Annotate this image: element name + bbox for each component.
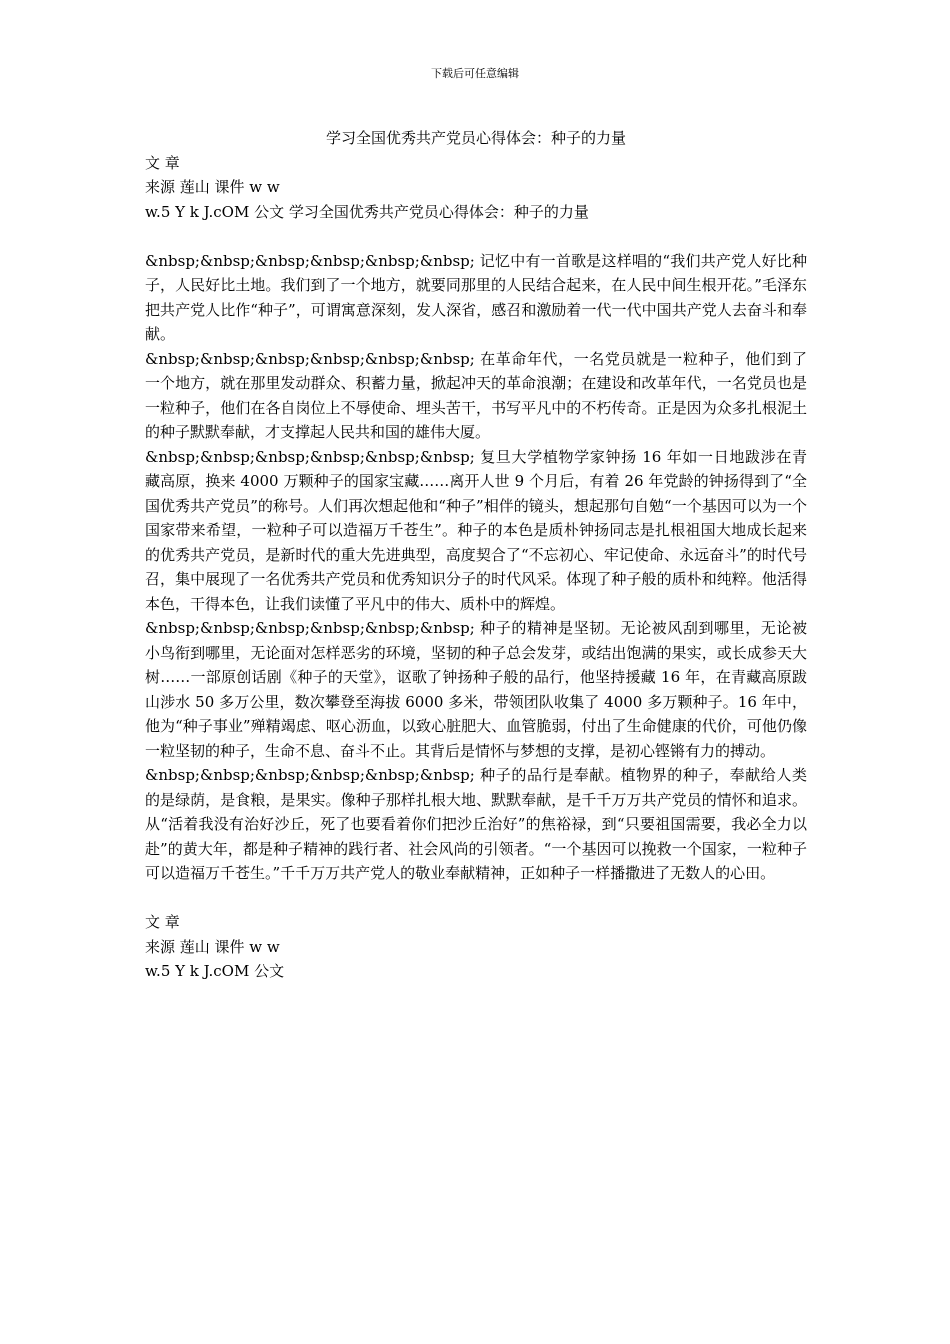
footer-source-line-3: w.5 Y k J.cOM 公文 bbox=[145, 962, 285, 980]
footer-source-line-1: 文 章 bbox=[145, 913, 180, 931]
paragraph-3: &nbsp;&nbsp;&nbsp;&nbsp;&nbsp;&nbsp; 复旦大学植物学家钟扬 16 年如一日地跋涉在青藏高原，换来 4000 万颗种子的国家宝藏……离开人世 9 个月后，有着 26 年党龄的钟扬得到了“全国优秀共产党员”的称号。人们再次想起他和“种子”相伴的镜头，想起那句自勉“一个基因可以为一个国家带来希望，一粒种子可以造福万千苍生”。种子的本色是质朴钟扬同志是扎根祖国大地成长起来的优秀共产党员，是新时代的重大先进典型，高度契合了“不忘初心、牢记使命、永远奋斗”的时代号召，集中展现了一名优秀共产党员和优秀知识分子的时代风采。体现了种子般的质朴和纯粹。他活得本色，干得本色，让我们读懂了平凡中的伟大、质朴中的辉煌。 bbox=[145, 447, 807, 613]
blank-line bbox=[145, 886, 807, 911]
source-line-3: w.5 Y k J.cOM 公文 学习全国优秀共产党员心得体会：种子的力量 bbox=[145, 202, 589, 221]
document-title: 学习全国优秀共产党员心得体会：种子的力量 bbox=[325, 129, 626, 147]
paragraph-2: &nbsp;&nbsp;&nbsp;&nbsp;&nbsp;&nbsp; 在革命年代，一名党员就是一粒种子，他们到了一个地方，就在那里发动群众、积蓄力量，掀起冲天的革命浪潮；在建设和改革年代，一名党员也是一粒种子，他们在各自岗位上不辱使命、埋头苦干，书写平凡中的不朽传奇。正是因为众多扎根泥土的种子默默奉献，才支撑起人民共和国的雄伟大厦。 bbox=[145, 349, 807, 441]
blank-line bbox=[145, 224, 807, 249]
paragraph-5: &nbsp;&nbsp;&nbsp;&nbsp;&nbsp;&nbsp; 种子的品行是奉献。植物界的种子，奉献给人类的是绿荫，是食粮，是果实。像种子那样扎根大地、默默奉献，是千千万万共产党员的情怀和追求。从“活着我没有治好沙丘，死了也要看着你们把沙丘治好”的焦裕禄，到“只要祖国需要，我必全力以赴”的黄大年，都是种子精神的践行者、社会风尚的引领者。“一个基因可以挽救一个国家，一粒种子可以造福万千苍生。”千千万万共产党人的敬业奉献精神，正如种子一样播撒进了无数人的心田。 bbox=[145, 766, 807, 882]
document-body bbox=[145, 126, 807, 984]
header-note: 下载后可任意编辑 bbox=[431, 67, 519, 80]
source-line-2: 来源 莲山 课件 w w bbox=[145, 178, 280, 196]
source-line-1: 文 章 bbox=[145, 153, 180, 172]
paragraph-1: &nbsp;&nbsp;&nbsp;&nbsp;&nbsp;&nbsp; 记忆中有一首歌是这样唱的“我们共产党人好比种子，人民好比土地。我们到了一个地方，就要同那里的人民结合起来，在人民中间生根开花。”毛泽东把共产党人比作“种子”，可谓寓意深刻，发人深省，感召和激励着一代一代中国共产党人去奋斗和奉献。 bbox=[145, 251, 807, 343]
footer-source-line-2: 来源 莲山 课件 w w bbox=[145, 937, 280, 956]
paragraph-4: &nbsp;&nbsp;&nbsp;&nbsp;&nbsp;&nbsp; 种子的精神是坚韧。无论被风刮到哪里，无论被小鸟衔到哪里，无论面对怎样恶劣的环境，坚韧的种子总会发芽，或结出饱满的果实，或长成参天大树……一部原创话剧《种子的天堂》，讴歌了钟扬种子般的品行，他坚持援藏 16 年，在青藏高原跋山涉水 50 多万公里，数次攀登至海拔 6000 多米，带领团队收集了 4000 多万颗种子。16 年中，他为“种子事业”殚精竭虑、呕心沥血，以致心脏肥大、血管脆弱，付出了生命健康的代价，可他仍像一粒坚韧的种子，生命不息、奋斗不止。其背后是情怀与梦想的支撑，是初心铿锵有力的搏动。 bbox=[145, 619, 807, 760]
